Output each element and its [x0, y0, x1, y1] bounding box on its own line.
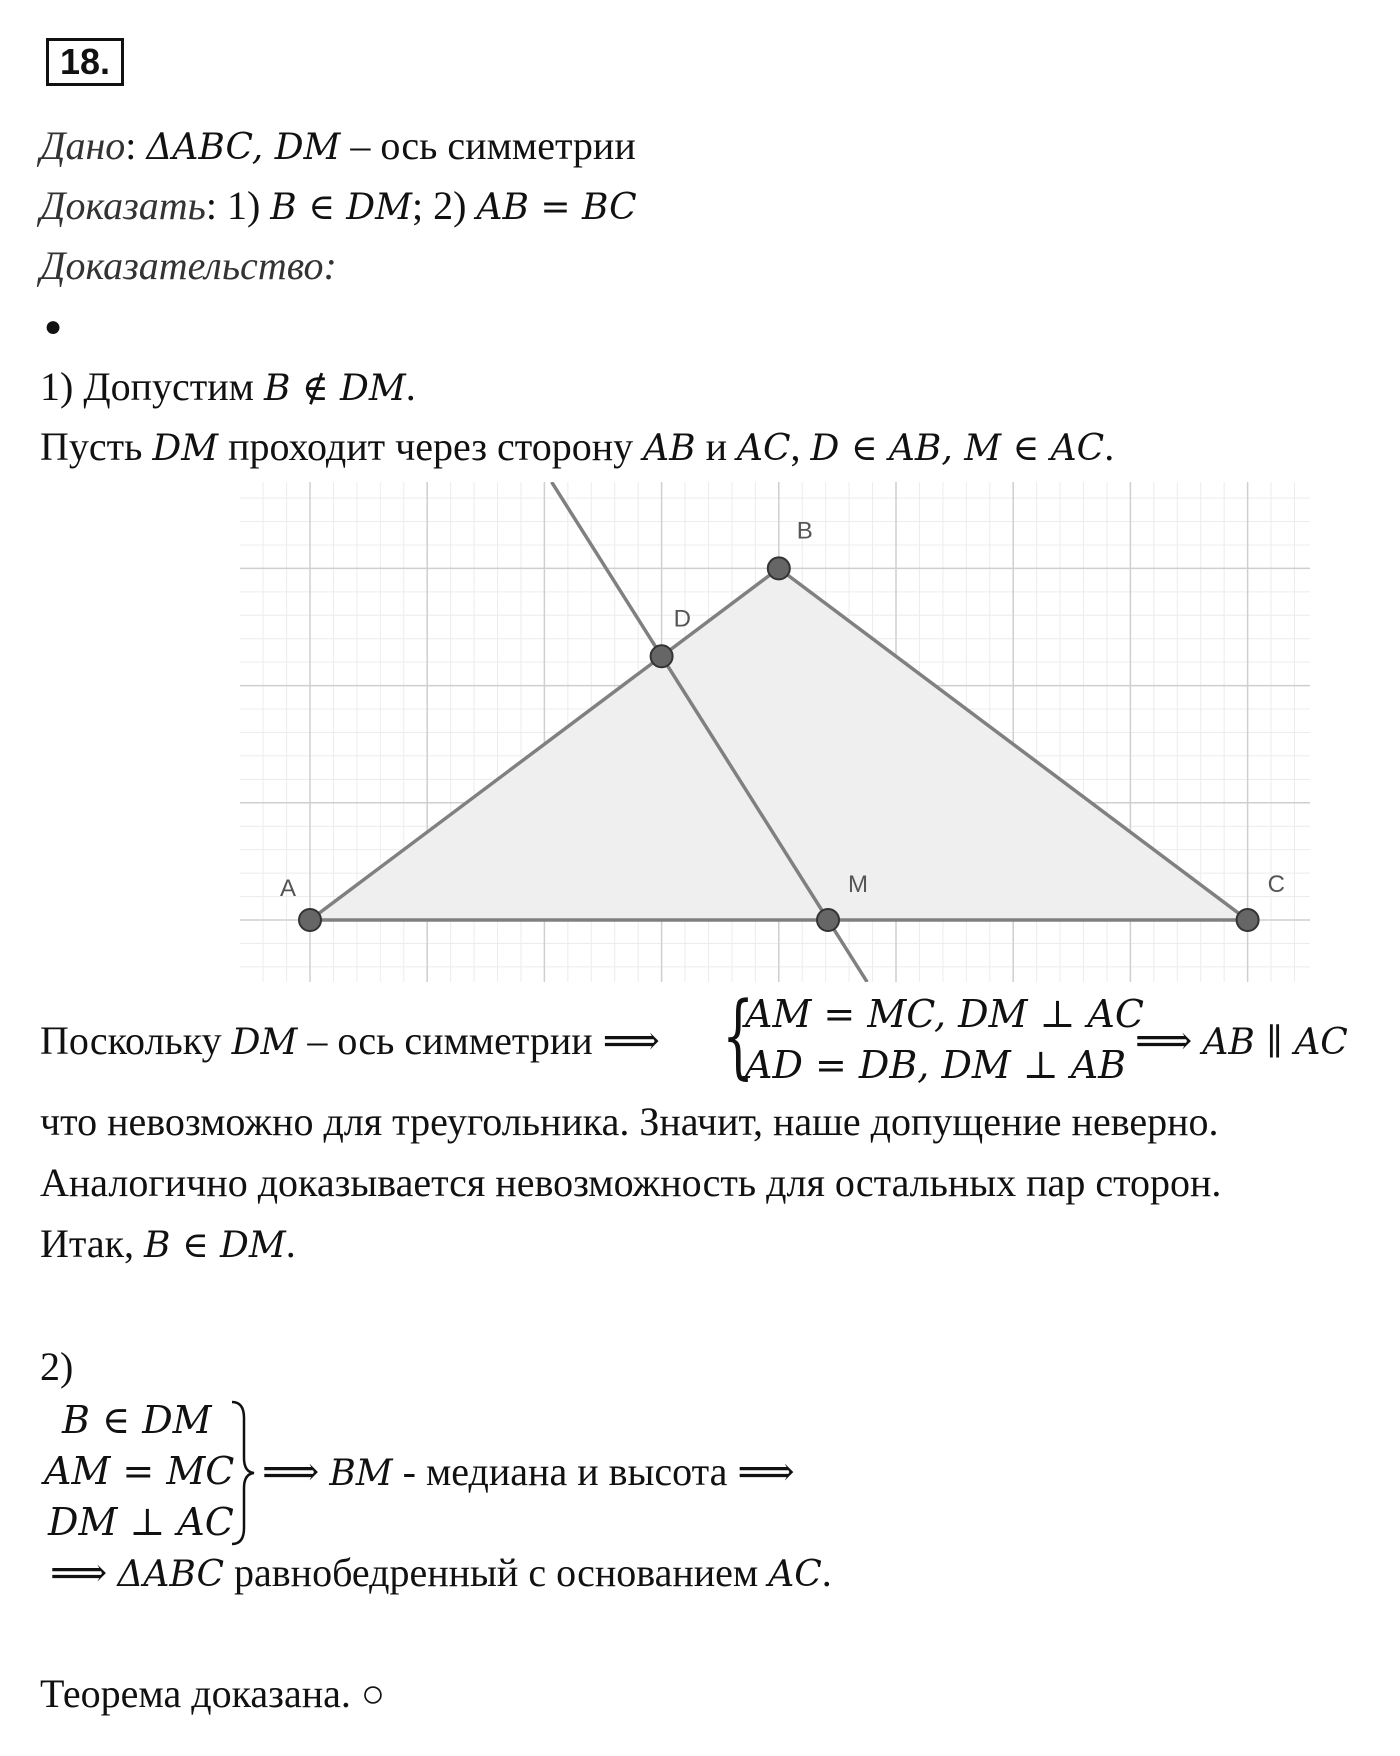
final-base: AC	[768, 1554, 822, 1595]
given-text: – ось симметрии	[340, 123, 636, 168]
contradiction-line: что невозможно для треугольника. Значит, наше допущение неверно.	[40, 1099, 1219, 1144]
since-line	[40, 1018, 660, 1063]
point-d	[651, 645, 673, 667]
final-triangle: ΔABC	[117, 1554, 225, 1595]
part2-result	[262, 1449, 795, 1494]
system-right-brace	[228, 1398, 258, 1548]
hence-line	[40, 1221, 296, 1266]
cond-3: DM ⊥ AC	[48, 1500, 234, 1544]
system-eq-2: AD = DB, DM ⊥ AB	[745, 1043, 1127, 1087]
prove-line	[40, 183, 637, 228]
hence-end: .	[285, 1221, 296, 1266]
point-label-d: D	[673, 605, 691, 633]
problem-number: 18.	[46, 38, 124, 86]
part2-arrow: ⟹	[262, 1449, 330, 1494]
part1-l1-text: 1) Допустим	[40, 364, 264, 409]
proof-label: Доказательство:	[40, 243, 337, 288]
part1-line1	[40, 364, 416, 409]
prove-math-2: AB = BC	[476, 187, 637, 228]
part1-l2-t4: ,	[790, 424, 811, 469]
part1-l2-m1: DM	[152, 428, 219, 469]
given-line	[40, 123, 636, 168]
part1-l1-end: .	[405, 364, 416, 409]
prove-math-1: B ∈ DM	[270, 187, 413, 228]
final-end: .	[821, 1550, 832, 1595]
final-text: равнобедренный с основанием	[224, 1550, 769, 1595]
bullet: ●	[44, 310, 63, 343]
point-c	[1237, 909, 1259, 931]
part2-label: 2)	[40, 1344, 74, 1389]
part1-l2-m3: AC	[736, 428, 791, 469]
system-eq-1: AM = MC, DM ⊥ AC	[745, 992, 1144, 1036]
part1-l2-m2: AB	[643, 428, 696, 469]
point-label-m: M	[848, 871, 869, 898]
analogy-line: Аналогично доказывается невозможность для остальных пар сторон.	[40, 1160, 1222, 1205]
part1-l2-m4: D ∈ AB, M ∈ AC	[810, 428, 1105, 469]
prove-mid: ; 2)	[412, 183, 477, 228]
point-label-a: A	[280, 875, 297, 902]
point-label-c: C	[1267, 871, 1285, 898]
point-label-b: B	[796, 517, 813, 545]
final-arrow: ⟹	[50, 1550, 118, 1595]
cond-2: AM = MC	[44, 1449, 235, 1493]
since-m1: DM	[231, 1022, 298, 1063]
since-t1: Поскольку	[40, 1018, 232, 1063]
hence-t: Итак,	[40, 1221, 145, 1266]
system-arrow: ⟹	[1135, 1018, 1203, 1063]
part1-l2-t2: проходит через сторону	[218, 424, 644, 469]
given-math: ΔABC, DM	[146, 127, 341, 168]
part1-l2-end: .	[1104, 424, 1115, 469]
part2-result-text: - медиана и высота ⟹	[392, 1449, 795, 1494]
cond-1: B ∈ DM	[62, 1398, 212, 1442]
conclusion: Теорема доказана. ○	[40, 1671, 386, 1716]
part2-bm: BM	[329, 1453, 393, 1494]
system-result-math: AB ∥ AC	[1202, 1022, 1348, 1063]
part1-line2	[40, 424, 1115, 469]
prove-label: Доказать	[40, 183, 206, 228]
part1-l2-t1: Пусть	[40, 424, 153, 469]
point-a	[299, 909, 321, 931]
part2-final	[50, 1550, 832, 1595]
given-label: Дано	[40, 123, 126, 168]
prove-sep: : 1)	[205, 183, 271, 228]
part1-l1-math: B ∉ DM	[263, 368, 406, 409]
hence-m: B ∈ DM	[144, 1225, 286, 1266]
point-b	[768, 557, 790, 579]
part1-l2-t3: и	[695, 424, 737, 469]
system-brace: {	[722, 982, 755, 1089]
since-t2: – ось симметрии ⟹	[297, 1018, 660, 1063]
triangle-figure	[240, 482, 1310, 982]
given-sep: :	[125, 123, 137, 168]
point-m	[817, 909, 839, 931]
system-result	[1135, 1018, 1348, 1063]
